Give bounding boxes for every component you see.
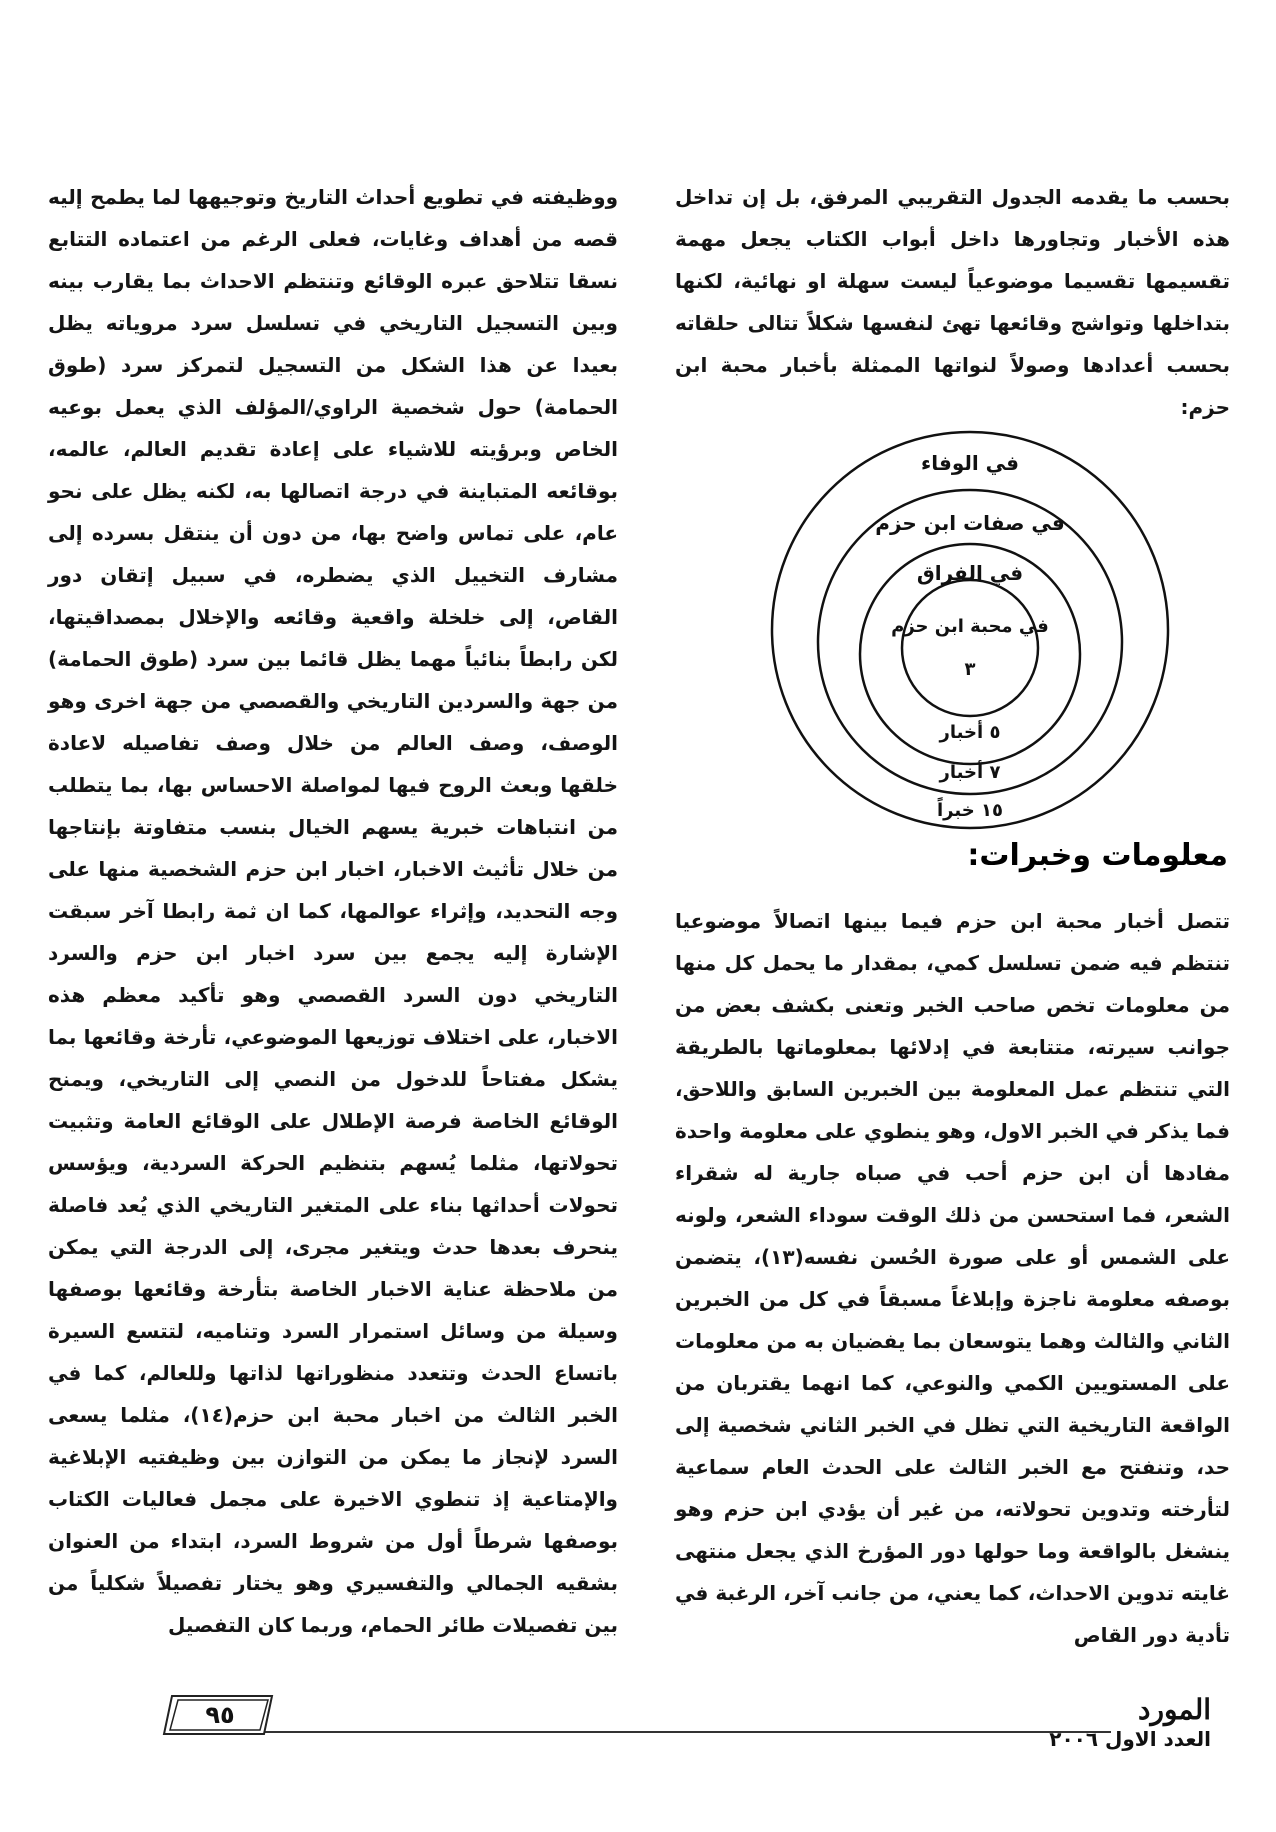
body-paragraph-right: تتصل أخبار محبة ابن حزم فيما بينها اتصالاً موضوعيا تنتظم فيه ضمن تسلسل كمي، بمقدار ما يحمل كل منها من معلومات تخص صاحب الخبر وتعنى بكشف بعض من جوانب سيرته، متتابعة في إدلائها بمعلوماتها بالطريقة التي تنتظم عمل المعلومة بين الخبرين السابق واللاحق، فما يذكر في الخبر الاول، وهو ينطوي على معلومة واحدة مفادها أن ابن حزم أحب في صباه جارية له شقراء الشعر، فما استحسن من ذلك الوقت سوداء الشعر، ولونه على الشمس أو على صورة الحُسن نفسه(١٣)، يتضمن بوصفه معلومة ناجزة وإبلاغاً مسبقاً في كل من الخبرين الثاني والثالث وهما يتوسعان بما يفضيان به من معلومات على المستويين الكمي والنوعي، كما انهما يقتربان من الواقعة التاريخية التي تظل في الخبر الثاني شخصية إلى حد، وتنفتح مع الخبر الثالث على الحدث العام سماعية لتأرخته وتدوين تحولاته، من غير أن يؤدي ابن حزم وهو ينشغل بالواقعة وما حولها دور المؤرخ الذي يجعل منتهى غايته تدوين الاحداث، كما يعني، من جانب آخر، الرغبة في تأدية دور القاص	[675, 909, 1230, 1647]
left-column-body	[48, 176, 618, 1646]
ring-title-sifat: في صفات ابن حزم	[875, 511, 1065, 535]
body-paragraph-left: ووظيفته في تطويع أحداث التاريخ وتوجيهها لما يطمح إليه قصه من أهداف وغايات، فعلى الرغم من اعتماده التتابع نسقا تتلاحق عبره الوقائع وتنتظم الاحداث بما يقارب بينه وبين التسجيل التاريخي في تسلسل سرد مروياته يظل بعيدا عن هذا الشكل من التسجيل لتمركز سرد (طوق الحمامة) حول شخصية الراوي/المؤلف الذي يعمل بوعيه الخاص وبرؤيته للاشياء على إعادة تقديم العالم، عالمه، بوقائعه المتباينة في درجة اتصالها به، لكنه يظل على نحو عام، على تماس واضح بها، من دون أن ينتقل بسرده إلى مشارف التخييل الذي يضطره، في سبيل إتقان دور القاص، إلى خلخلة واقعية وقائعه والإخلال بمصداقيتها، لكن رابطاً بنائياً مهما يظل قائما بين سرد (طوق الحمامة) من جهة والسردين التاريخي والقصصي من جهة اخرى وهو الوصف، وصف العالم من خلال وصف تفاصيله لاعادة خلقها وبعث الروح فيها لمواصلة الاحساس بها، بما يتطلب من انتباهات خبرية يسهم الخيال بنسب متفاوتة بإنتاجها من خلال تأثيث الاخبار، اخبار ابن حزم الشخصية منها على وجه التحديد، وإثراء عوالمها، كما ان ثمة رابطا آخر سبقت الإشارة إليه يجمع بين سرد اخبار ابن حزم والسرد التاريخي دون السرد القصصي وهو تأكيد معظم هذه الاخبار، على اختلاف توزيعها الموضوعي، تأرخة وقائعها بما يشكل مفتاحاً للدخول من النصي إلى التاريخي، ويمنح الوقائع الخاصة فرصة الإطلال على الوقائع العامة وتثبيت تحولاتها، مثلما يُسهم بتنظيم الحركة السردية، ويؤسس تحولات أحداثها بناء على المتغير التاريخي الذي يُعد فاصلة ينحرف بعدها حدث ويتغير مجرى، إلى الدرجة التي يمكن من ملاحظة عناية الاخبار الخاصة بتأرخة وقائعها بوصفها وسيلة من وسائل استمرار السرد وتناميه، لتتسع السيرة باتساع الحدث وتتعدد منظوراتها لذاتها وللعالم، كما في الخبر الثالث من اخبار محبة ابن حزم(١٤)، مثلما يسعى السرد لإنجاز ما يمكن من التوازن بين وظيفتيه الإبلاغية والإمتاعية إذ تنطوي الاخيرة على مجمل فعاليات الكتاب بوصفها شرطاً أول من شروط السرد، ابتداء من العنوان بشقيه الجمالي والتفسيري وهو يختار تفصيلاً شكلياً من بين تفصيلات طائر الحمام، وربما كان التفصيل	[48, 185, 618, 1637]
right-column-intro	[675, 176, 1230, 428]
section-heading: معلومات وخبرات:	[967, 838, 1228, 873]
concentric-circles-diagram	[760, 420, 1180, 840]
intro-paragraph: بحسب ما يقدمه الجدول التقريبي المرفق، بل إن تداخل هذه الأخبار وتجاورها داخل أبواب الكتاب يجعل مهمة تقسيمها تقسيما موضوعياً ليست سهلة او نهائية، لكنها بتداخلها وتواشج وقائعها تهئ لنفسها شكلاً تتالى حلقاته بحسب أعدادها وصولاً لنواتها الممثلة بأخبار محبة ابن حزم:	[675, 185, 1230, 419]
issue-label: العدد الاول ٢٠٠٦	[1049, 1727, 1211, 1751]
ring-count-wafa: ١٥ خبراً	[937, 800, 1003, 821]
second-ring	[818, 490, 1122, 794]
inner-ring	[902, 580, 1038, 716]
ring-title-firaq: في الفراق	[916, 561, 1024, 585]
ring-title-wafa: في الوفاء	[920, 451, 1020, 475]
ring-count-mahabba: ٣	[964, 659, 976, 680]
ring-title-mahabba: في محبة ابن حزم	[891, 616, 1049, 637]
magazine-name: المورد	[1138, 1693, 1211, 1726]
ring-count-firaq: ٥ أخبار	[939, 722, 1001, 743]
page-number: ٩٥	[205, 1701, 235, 1729]
right-column-body	[675, 900, 1230, 1656]
ring-count-sifat: ٧ أخبار	[939, 762, 1001, 783]
footer-rule	[246, 1731, 1111, 1733]
